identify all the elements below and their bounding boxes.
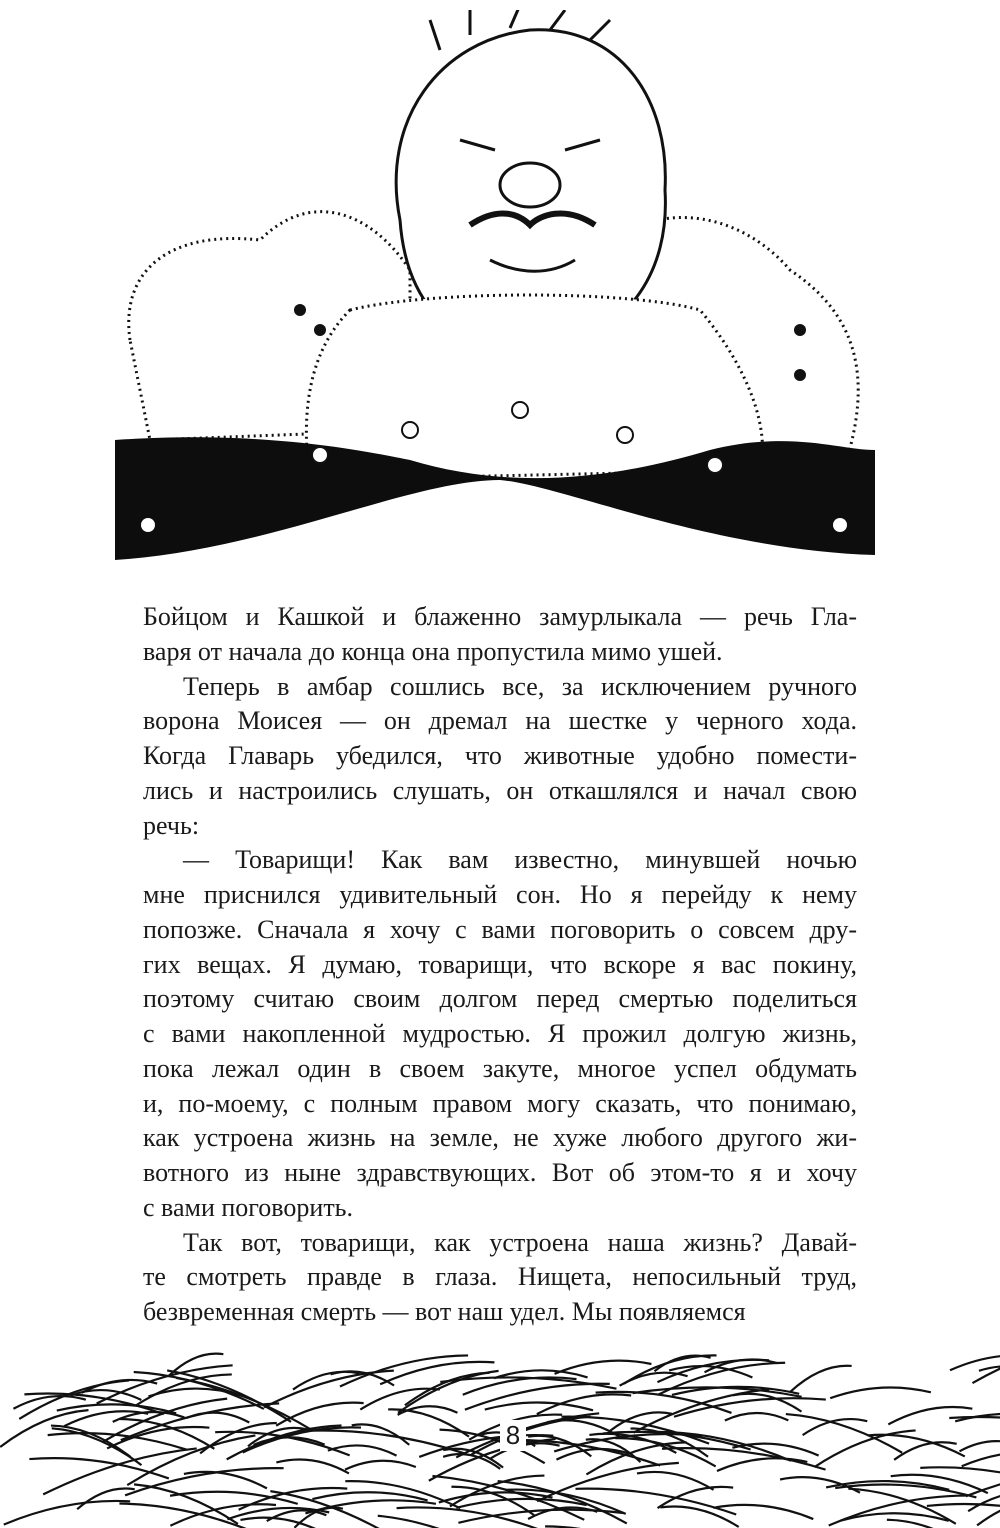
- straw-stroke: [867, 1435, 964, 1457]
- text-line: гих вещах. Я думаю, товарищи, что вскоре я вас покину,: [143, 949, 857, 979]
- text-line: с вами поговорить.: [143, 1192, 354, 1222]
- straw-stroke: [791, 1366, 852, 1392]
- straw-stroke: [312, 1492, 427, 1500]
- text-line: вотного из ныне здравствующих. Вот об этом-то я и хочу: [143, 1158, 857, 1187]
- text-line: мне приснился удивительный сон. Но я перейду к нему: [143, 880, 857, 909]
- straw-stroke: [959, 1441, 1000, 1451]
- text-line: Бойцом и Кашкой и блаженно замурлыкала — речь Гла-: [143, 602, 857, 631]
- straw-stroke: [184, 1472, 267, 1488]
- text-line: ворона Моисея — он дремал на шестке у черного хода.: [143, 706, 857, 736]
- straw-stroke: [4, 1501, 130, 1525]
- straw-stroke: [894, 1442, 957, 1460]
- straw-stroke: [270, 1491, 399, 1528]
- straw-stroke: [537, 1394, 631, 1414]
- straw-stroke: [345, 1461, 416, 1470]
- straw-stroke: [977, 1499, 1000, 1526]
- straw-stroke: [733, 1394, 802, 1412]
- text-line: речь:: [143, 810, 200, 840]
- text-line: лись и настроились слушать, он откашлялся и начал свою: [143, 775, 857, 805]
- straw-stroke: [725, 1413, 788, 1421]
- straw-stroke: [458, 1510, 623, 1523]
- straw-stroke: [397, 1507, 538, 1528]
- text-line: Теперь в амбар сошлись все, за исключением ручного: [183, 671, 857, 701]
- text-line: те смотреть правде в глаза. Нищета, непосильный труд,: [143, 1262, 857, 1292]
- text-line: как устроена жизнь на земле, не хуже любого другого жи-: [143, 1123, 857, 1153]
- text-line: — Товарищи! Как вам известно, минувшей ночью: [183, 845, 857, 875]
- text-line: Когда Главарь убедился, что животные удобно помести-: [143, 741, 857, 770]
- straw-stroke: [29, 1458, 168, 1478]
- text-line: Так вот, товарищи, как устроена наша жизнь? Давай-: [183, 1227, 857, 1257]
- body-text: [143, 600, 857, 1330]
- text-line: пока лежал один в своем закуте, многое успел обдумать: [143, 1053, 857, 1083]
- straw-stroke: [830, 1387, 931, 1398]
- text-line: с вами накопленной мудростью. Я прожил долгую жизнь,: [143, 1019, 857, 1048]
- straw-stroke: [887, 1520, 973, 1528]
- straw-stroke: [891, 1475, 988, 1493]
- straw-stroke: [660, 1506, 738, 1526]
- straw-stroke: [240, 1518, 325, 1528]
- straw-stroke: [97, 1365, 233, 1403]
- straw-stroke: [186, 1413, 249, 1423]
- straw-stroke: [276, 1459, 349, 1473]
- straw-stroke: [979, 1366, 1000, 1377]
- straw-stroke: [780, 1477, 860, 1493]
- straw-stroke: [657, 1360, 769, 1382]
- text-line: безвременная смерть — вот наш удел. Мы появляемся: [143, 1297, 746, 1326]
- straw-stroke: [43, 1448, 197, 1494]
- straw-stroke: [77, 1488, 135, 1509]
- straw-stroke: [485, 1402, 593, 1410]
- straw-stroke: [803, 1419, 868, 1435]
- straw-stroke: [443, 1454, 500, 1469]
- text-line: и, по-моему, с полным правом могу сказать, что понимаю,: [143, 1088, 857, 1118]
- straw-stroke: [293, 1372, 360, 1390]
- straw-stroke: [637, 1472, 714, 1490]
- text-line: поэтому считаю своим долгом перед смертью поделиться: [143, 984, 857, 1014]
- page-number: 8: [500, 1420, 526, 1451]
- straw-stroke: [276, 1403, 364, 1426]
- straw-stroke: [888, 1407, 972, 1424]
- straw-stroke: [962, 1452, 1000, 1466]
- text-line: варя от начала до конца она пропустила мимо ушей.: [143, 636, 723, 666]
- straw-stroke: [498, 1481, 627, 1523]
- text-line: попозже. Сначала я хочу с вами поговорить о совсем дру-: [143, 914, 857, 944]
- sleeping-pig-illustration: [110, 10, 880, 570]
